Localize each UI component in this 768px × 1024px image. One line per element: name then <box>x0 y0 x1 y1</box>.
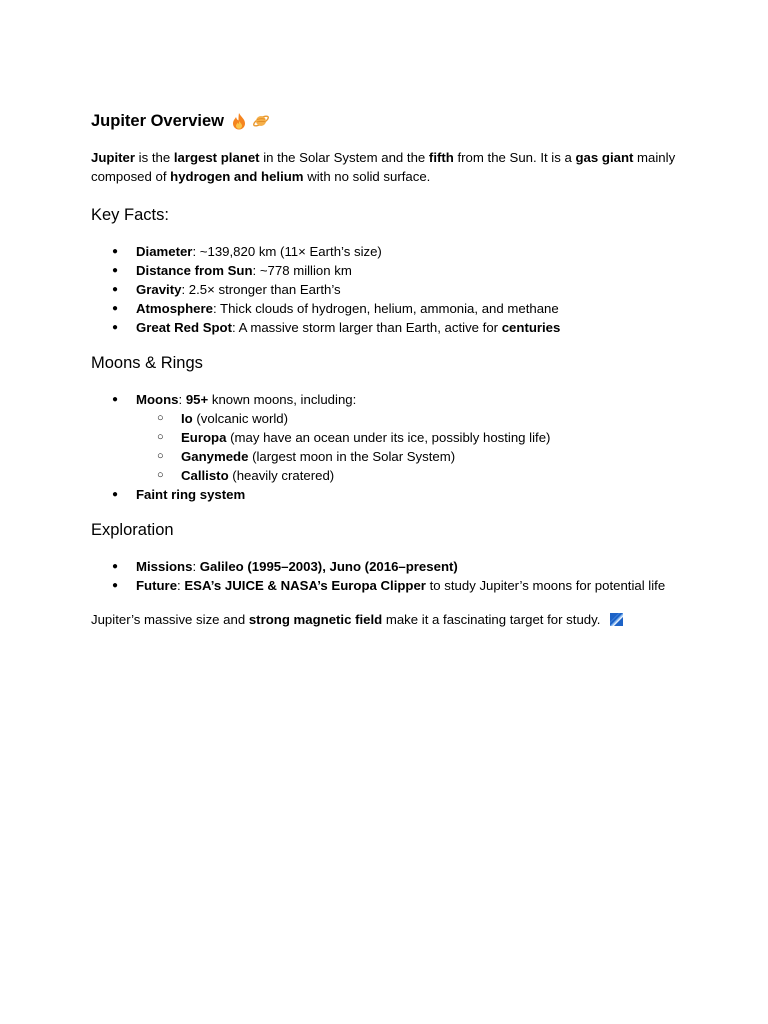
list-item <box>91 261 681 280</box>
title-icons <box>232 112 270 130</box>
missions-text: Galileo (1995–2003), Juno (2016–present) <box>199 559 458 574</box>
intro-paragraph <box>91 148 681 186</box>
moon-name: Ganymede <box>181 449 249 464</box>
intro-text: in the Solar System and the <box>259 150 429 165</box>
moon-desc: (heavily cratered) <box>228 468 335 483</box>
moon-name: Callisto <box>181 468 229 483</box>
sublist-item <box>136 409 681 428</box>
sublist-item <box>136 466 681 485</box>
list-item <box>91 485 681 504</box>
missions-label: Missions <box>136 559 193 574</box>
fact-label: Great Red Spot <box>136 320 232 335</box>
exploration-heading: Exploration <box>91 521 174 539</box>
moons-rings-heading: Moons & Rings <box>91 354 203 372</box>
intro-bold-largest-planet: largest planet <box>173 150 260 165</box>
list-item <box>91 299 681 318</box>
fact-text: : A massive storm larger than Earth, active for <box>232 320 502 335</box>
sublist-item <box>136 428 681 447</box>
closing-text: make it a fascinating target for study. <box>382 612 601 627</box>
exploration-list <box>91 557 681 595</box>
key-facts-heading: Key Facts: <box>91 206 169 224</box>
intro-text: with no solid surface. <box>303 169 431 184</box>
list-item <box>91 557 681 576</box>
fact-label: Atmosphere <box>136 301 213 316</box>
ringed-planet-icon <box>252 113 270 129</box>
list-item <box>91 318 681 337</box>
moons-count: 95+ <box>185 392 209 407</box>
fact-label: Diameter <box>136 244 193 259</box>
fact-label: Distance from Sun <box>136 263 253 278</box>
future-sep: : <box>177 578 185 593</box>
fact-text: : 2.5× stronger than Earth’s <box>181 282 341 297</box>
closing-paragraph <box>91 610 681 629</box>
moons-label: Moons <box>136 392 179 407</box>
title-text: Jupiter Overview <box>91 112 224 130</box>
fact-text: : ~139,820 km (11× Earth’s size) <box>192 244 382 259</box>
list-item <box>91 576 681 595</box>
key-facts-list <box>91 242 681 337</box>
future-label: Future <box>136 578 178 593</box>
moons-sublist <box>136 409 681 485</box>
future-bold: ESA’s JUICE & NASA’s Europa Clipper <box>184 578 426 593</box>
rings-label: Faint ring system <box>136 487 246 502</box>
comet-icon <box>610 613 623 626</box>
intro-bold-jupiter: Jupiter <box>91 150 135 165</box>
fire-icon <box>232 112 246 130</box>
list-item <box>91 390 681 485</box>
intro-bold-hydrogen-helium: hydrogen and helium <box>170 169 304 184</box>
moon-name: Io <box>181 411 193 426</box>
intro-bold-fifth: fifth <box>428 150 454 165</box>
moons-text: known moons, including: <box>208 392 357 407</box>
moon-desc: (volcanic world) <box>192 411 289 426</box>
fact-text: : ~778 million km <box>252 263 352 278</box>
intro-bold-gas-giant: gas giant <box>575 150 634 165</box>
intro-text: from the Sun. It is a <box>453 150 576 165</box>
closing-bold: strong magnetic field <box>248 612 383 627</box>
intro-text: mainly composed of <box>91 150 676 184</box>
moons-sep: : <box>178 392 186 407</box>
fact-label: Gravity <box>136 282 182 297</box>
closing-text: Jupiter’s massive size and <box>91 612 249 627</box>
document-page <box>91 110 681 629</box>
list-item <box>91 242 681 261</box>
moons-list <box>91 390 681 504</box>
fact-text: : Thick clouds of hydrogen, helium, ammonia, and methane <box>212 301 559 316</box>
moon-desc: (may have an ocean under its ice, possibly hosting life) <box>226 430 551 445</box>
intro-text: is the <box>134 150 174 165</box>
sublist-item <box>136 447 681 466</box>
moon-desc: (largest moon in the Solar System) <box>248 449 456 464</box>
page-title <box>91 110 681 132</box>
moon-name: Europa <box>181 430 227 445</box>
future-text: to study Jupiter’s moons for potential life <box>425 578 666 593</box>
missions-sep: : <box>192 559 200 574</box>
fact-bold-end: centuries <box>501 320 561 335</box>
list-item <box>91 280 681 299</box>
